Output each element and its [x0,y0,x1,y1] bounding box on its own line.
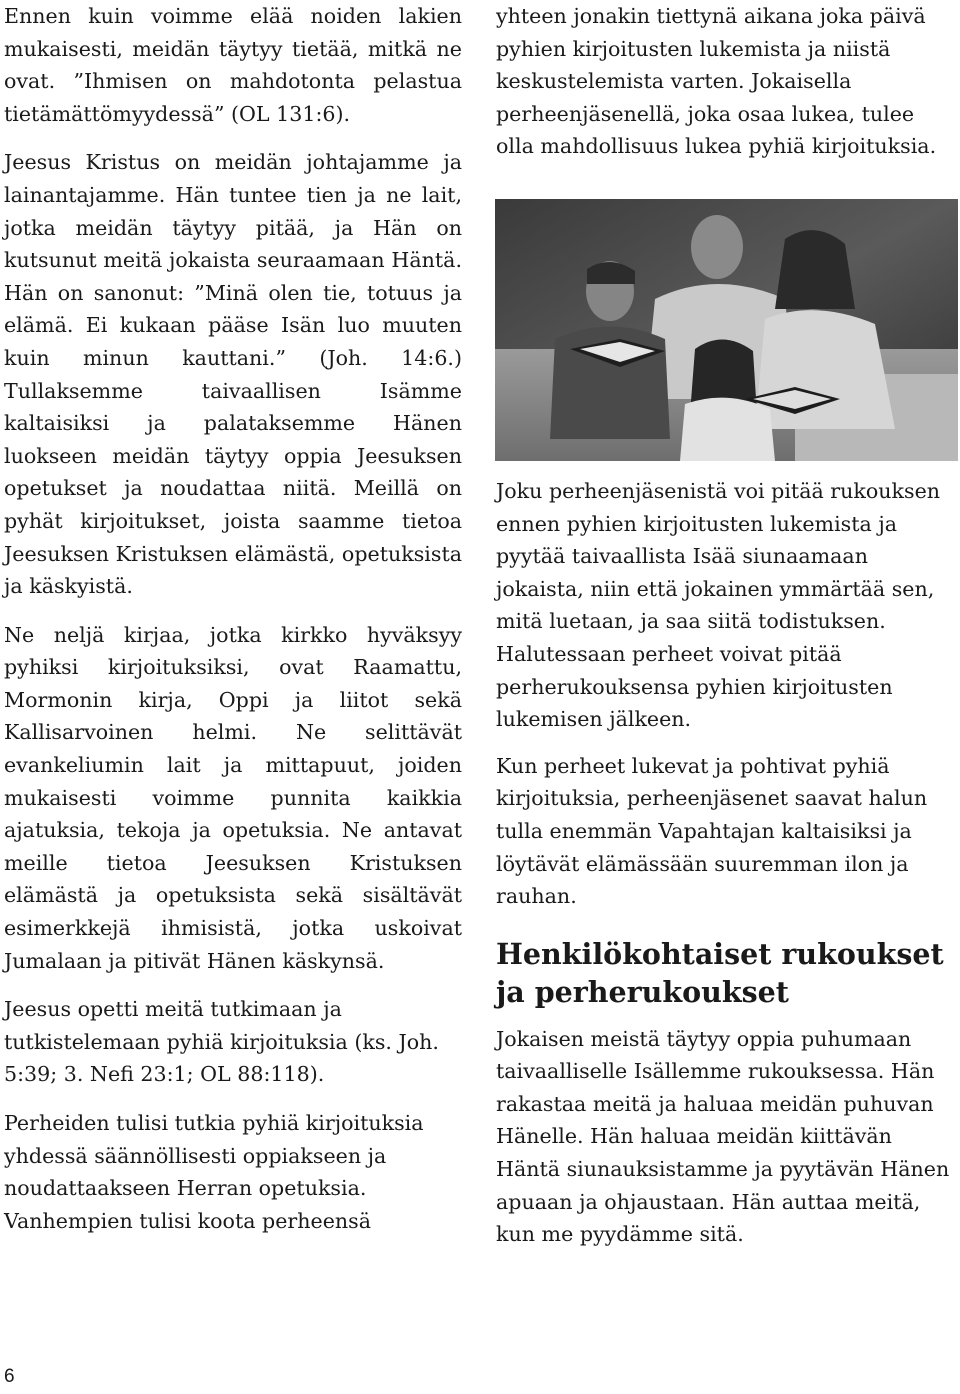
family-reading-illustration [495,199,958,461]
page-number: 6 [4,1366,15,1387]
paragraph-law-knowledge: Ennen kuin voimme elää noiden lakien mukaisesti, meidän täytyy tietää, mitkä ne ovat. ”Ihmisen on mahdotonta pelastua tietämättömyydessä” (OL 131:6). [4,4,462,126]
paragraph-jesus-leader: Jeesus Kristus on meidän johtajamme ja lainantajamme. Hän tuntee tien ja ne lait, jotka meidän täytyy pitää, ja Hän on kutsunut meitä jokaista seuraamaan Häntä. Hän on sanonut: ”Minä olen tie, totuus ja elämä. Ei kukaan pääse Isän luo muuten kuin minun kauttani.” (Joh. 14:6.) Tullaksemme taivaallisen Isämme kaltaisiksi ja palataksemme Hänen luokseen meidän täytyy oppia Jeesuksen opetukset ja noudattaa niitä. Meillä on pyhät kirjoitukset, joista saamme tietoa Jeesuksen Kristuksen elämästä, opetuksista ja käskyistä. [4,150,462,599]
paragraph-personal-prayer: Jokaisen meistä täytyy oppia puhumaan taivaalliselle Isällemme rukouksessa. Hän rakastaa meitä ja haluaa meidän puhuvan Hänelle. Hän haluaa meidän kiittävän Häntä siunauksistamme ja pyytävän Hänen apuaan ja ohjaustaan. Hän auttaa meitä, kun me pyydämme sitä. [496,1026,950,1247]
paragraph-prayer-before-reading: Joku perheenjäsenistä voi pitää rukouksen ennen pyhien kirjoitusten lukemista ja pyytää taivaallista Isää siunaamaan jokaista, niin että jokainen ymmärtää sen, mitä luetaan, ja saa siitä todistuksen. Halutessaan perheet voivat pitää perherukouksensa pyhien kirjoitusten lukemisen jälkeen. [496,478,941,732]
left-column [4,0,462,1237]
paragraph-family-study: Perheiden tulisi tutkia pyhiä kirjoituksia yhdessä säännöllisesti oppiakseen ja noudattaakseen Herran opetuksia. Vanhempien tulisi koota perheensä [4,1111,424,1233]
paragraph-family-joy: Kun perheet lukevat ja pohtivat pyhiä kirjoituksia, perheenjäsenet saavat halun tulla enemmän Vapahtajan kaltaisiksi ja löytävät elämässään suuremman ilon ja rauhan. [496,753,928,909]
section-heading: Henkilökohtaiset rukoukset ja perherukoukset [496,936,944,1009]
paragraph-study-scriptures: Jeesus opetti meitä tutkimaan ja tutkistelemaan pyhiä kirjoituksia (ks. Joh. 5:39; 3. Nefi 23:1; OL 88:118). [4,997,439,1087]
family-scripture-photo [495,199,958,461]
paragraph-four-books: Ne neljä kirjaa, jotka kirkko hyväksyy pyhiksi kirjoituksiksi, ovat Raamattu, Mormonin kirja, Oppi ja liitot sekä Kallisarvoinen helmi. Ne selittävät evankeliumin lait ja mittapuut, joiden mukaisesti voimme punnita kaikkia ajatuksia, tekoja ja opetuksia. Ne antavat meille tietoa Jeesuksen Kristuksen elämästä ja opetuksista sekä sisältävät esimerkkejä ihmisistä, jotka uskoivat Jumalaan ja pitivät Hänen käskynsä. [4,622,462,973]
right-column [496,0,956,1251]
paragraph-family-reading-time: yhteen jonakin tiettynä aikana joka päivä pyhien kirjoitusten lukemista ja niistä keskustelemista varten. Jokaisella perheenjäsenellä, joka osaa lukea, tulee olla mahdollisuus lukea pyhiä kirjoituksia. [496,4,937,159]
